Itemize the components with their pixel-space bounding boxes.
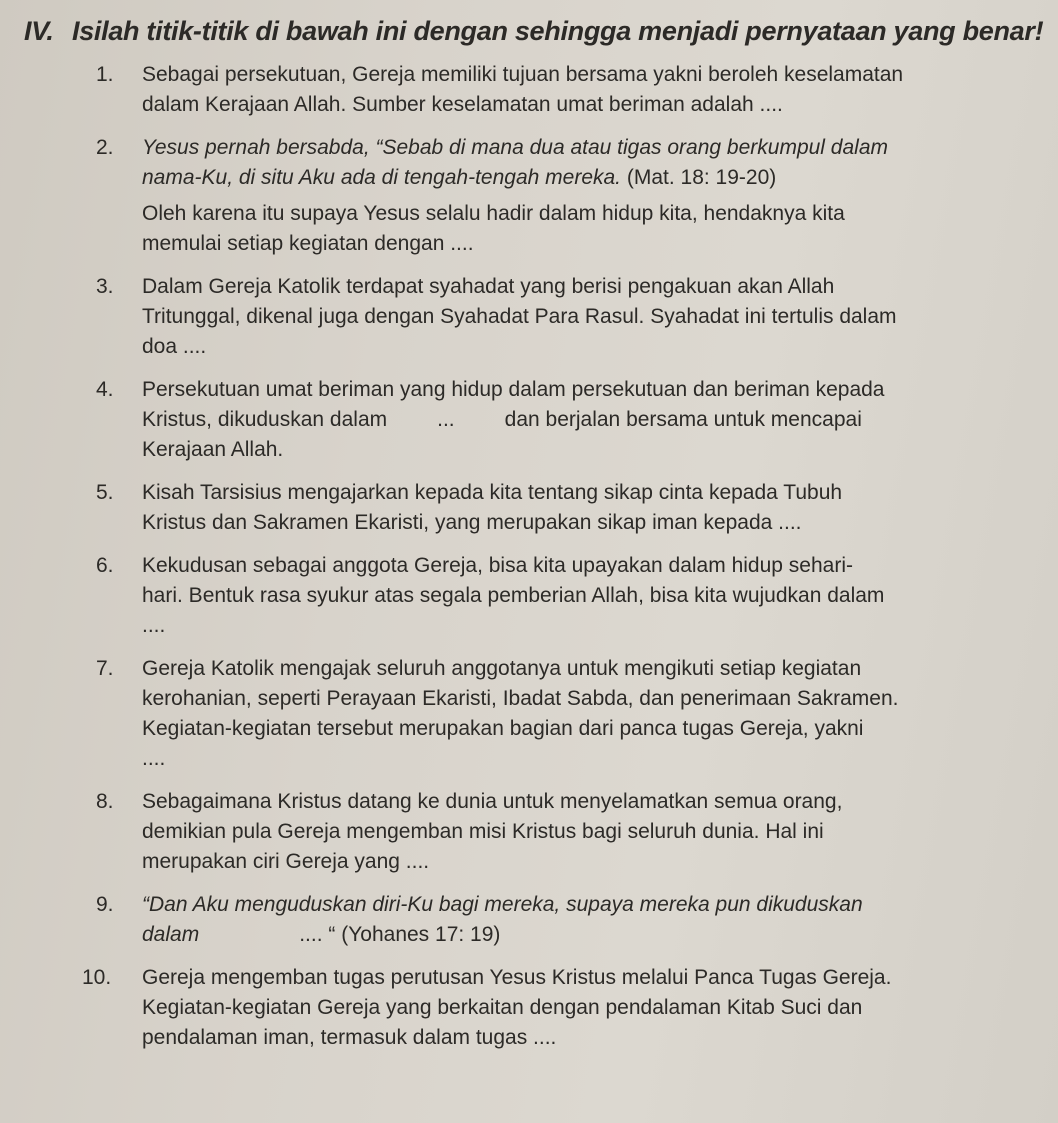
question-text-line: Kerajaan Allah. xyxy=(142,438,284,461)
question-number: 9. xyxy=(96,893,114,916)
question-text-line: Gereja Katolik mengajak seluruh anggotanya untuk mengikuti setiap kegiatan xyxy=(142,657,862,680)
text-after-blank: dan berjalan bersama untuk mencapai xyxy=(504,408,862,431)
scripture-reference: (Mat. 18: 19-20) xyxy=(621,166,777,189)
question-text-line: Kegiatan-kegiatan tersebut merupakan bagian dari panca tugas Gereja, yakni xyxy=(142,717,864,740)
question-text-line: Gereja mengemban tugas perutusan Yesus Kristus melalui Panca Tugas Gereja. xyxy=(142,966,892,989)
answer-blank: .... xyxy=(299,923,323,946)
question-text-line: merupakan ciri Gereja yang .... xyxy=(142,850,430,873)
question-4 xyxy=(24,375,1044,465)
question-text-line xyxy=(142,920,1044,950)
scripture-reference: “ (Yohanes 17: 19) xyxy=(322,923,501,946)
question-text-line: kerohanian, seperti Perayaan Ekaristi, Ibadat Sabda, dan penerimaan Sakramen. xyxy=(142,687,899,710)
question-7 xyxy=(24,654,1044,774)
question-text-line: Yesus pernah bersabda, “Sebab di mana dua atau tigas orang berkumpul dalam xyxy=(142,136,888,159)
question-number: 8. xyxy=(96,790,114,813)
question-number: 6. xyxy=(96,554,114,577)
question-6 xyxy=(24,551,1044,641)
question-10 xyxy=(24,963,1044,1053)
question-text-line: Sebagai persekutuan, Gereja memiliki tujuan bersama yakni beroleh keselamatan xyxy=(142,63,904,86)
question-text-line: .... xyxy=(142,747,166,770)
section-title xyxy=(24,14,1044,48)
question-text-line: Kekudusan sebagai anggota Gereja, bisa kita upayakan dalam hidup sehari- xyxy=(142,554,853,577)
question-text-line: demikian pula Gereja mengemban misi Kristus bagi seluruh dunia. Hal ini xyxy=(142,820,824,843)
question-8 xyxy=(24,787,1044,877)
question-text-line: Oleh karena itu supaya Yesus selalu hadir dalam hidup kita, hendaknya kita xyxy=(142,202,845,225)
scripture-quote: dalam xyxy=(142,923,200,946)
question-text-line: Kristus dan Sakramen Ekaristi, yang merupakan sikap iman kepada .... xyxy=(142,511,802,534)
question-text-line: pendalaman iman, termasuk dalam tugas .... xyxy=(142,1026,557,1049)
text-before-blank: Kristus, dikuduskan dalam xyxy=(142,408,388,431)
question-number: 3. xyxy=(96,275,114,298)
question-number: 1. xyxy=(96,63,114,86)
question-text-line: Sebagaimana Kristus datang ke dunia untuk menyelamatkan semua orang, xyxy=(142,790,843,813)
answer-blank: ... xyxy=(437,408,455,431)
question-text-line: hari. Bentuk rasa syukur atas segala pemberian Allah, bisa kita wujudkan dalam xyxy=(142,584,885,607)
question-number: 10. xyxy=(82,966,112,989)
question-text-line: “Dan Aku menguduskan diri-Ku bagi mereka, supaya mereka pun dikuduskan xyxy=(142,893,863,916)
question-text-line xyxy=(142,163,1044,193)
question-number: 5. xyxy=(96,481,114,504)
question-3 xyxy=(24,272,1044,362)
scripture-quote: nama-Ku, di situ Aku ada di tengah-tengah mereka. xyxy=(142,166,622,189)
question-text-line: Dalam Gereja Katolik terdapat syahadat yang berisi pengakuan akan Allah xyxy=(142,275,835,298)
question-number: 2. xyxy=(96,136,114,159)
question-number: 7. xyxy=(96,657,114,680)
section-number: IV. xyxy=(24,16,54,46)
question-2 xyxy=(24,133,1044,259)
section-instruction: Isilah titik-titik di bawah ini dengan sehingga menjadi pernyataan yang benar! xyxy=(72,16,1044,46)
question-5 xyxy=(24,478,1044,538)
question-text-line: Kisah Tarsisius mengajarkan kepada kita tentang sikap cinta kepada Tubuh xyxy=(142,481,843,504)
question-number: 4. xyxy=(96,378,114,401)
question-text-line: Kegiatan-kegiatan Gereja yang berkaitan dengan pendalaman Kitab Suci dan xyxy=(142,996,863,1019)
question-text-line: dalam Kerajaan Allah. Sumber keselamatan umat beriman adalah .... xyxy=(142,93,783,116)
question-text-line: doa .... xyxy=(142,335,207,358)
question-1 xyxy=(24,60,1044,120)
question-9 xyxy=(24,890,1044,950)
question-text-line: Tritunggal, dikenal juga dengan Syahadat Para Rasul. Syahadat ini tertulis dalam xyxy=(142,305,897,328)
question-list xyxy=(24,60,1044,1053)
question-text-line: Persekutuan umat beriman yang hidup dalam persekutuan dan beriman kepada xyxy=(142,378,885,401)
question-text-line: memulai setiap kegiatan dengan .... xyxy=(142,232,474,255)
question-text-line xyxy=(142,405,1044,435)
question-text-line: .... xyxy=(142,614,166,637)
